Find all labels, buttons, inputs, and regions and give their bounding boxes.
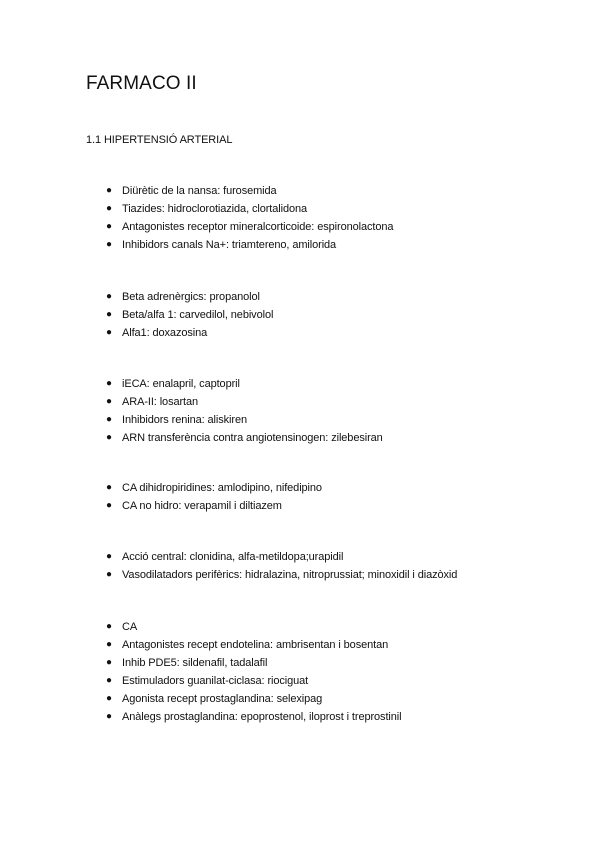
page-title: FARMACO II	[86, 73, 197, 94]
bullet-icon: ●	[106, 657, 112, 668]
bullet-icon: ●	[106, 639, 112, 650]
drug-group-central-vasodilators	[0, 548, 457, 584]
drug-group-diuretics	[0, 182, 393, 254]
list-item: ● ARA-II: losartan	[0, 393, 383, 411]
list-item: ● CA dihidropiridines: amlodipino, nifedipino	[0, 479, 322, 497]
bullet-icon: ●	[106, 185, 112, 196]
bullet-icon: ●	[106, 551, 112, 562]
bullet-icon: ●	[106, 693, 112, 704]
bullet-icon: ●	[106, 221, 112, 232]
drug-group-adrenergic	[0, 288, 273, 342]
list-item: ● Vasodilatadors perifèrics: hidralazina, nitroprussiat; minoxidil i diazòxid	[0, 566, 457, 584]
list-item: ● Anàlegs prostaglandina: epoprostenol, iloprost i treprostinil	[0, 708, 401, 726]
list-item: ● Diürètic de la nansa: furosemida	[0, 182, 393, 200]
drug-group-pulmonary-hypertension	[0, 618, 401, 726]
bullet-icon: ●	[106, 378, 112, 389]
list-item: ● Beta adrenèrgics: propanolol	[0, 288, 273, 306]
section-heading: 1.1 HIPERTENSIÓ ARTERIAL	[86, 134, 233, 146]
bullet-icon: ●	[106, 482, 112, 493]
list-item: ● Inhibidors canals Na+: triamtereno, amilorida	[0, 236, 393, 254]
bullet-icon: ●	[106, 621, 112, 632]
list-item: ● Inhibidors renina: aliskiren	[0, 411, 383, 429]
bullet-icon: ●	[106, 309, 112, 320]
bullet-icon: ●	[106, 432, 112, 443]
bullet-icon: ●	[106, 414, 112, 425]
bullet-icon: ●	[106, 500, 112, 511]
list-item: ● Estimuladors guanilat-ciclasa: riociguat	[0, 672, 401, 690]
bullet-icon: ●	[106, 675, 112, 686]
list-item: ● Tiazides: hidroclorotiazida, clortalidona	[0, 200, 393, 218]
list-item: ● CA	[0, 618, 401, 636]
list-item: ● ARN transferència contra angiotensinogen: zilebesiran	[0, 429, 383, 447]
bullet-icon: ●	[106, 711, 112, 722]
list-item: ● Acció central: clonidina, alfa-metildopa;urapidil	[0, 548, 457, 566]
bullet-icon: ●	[106, 203, 112, 214]
list-item: ● Inhib PDE5: sildenafil, tadalafil	[0, 654, 401, 672]
list-item: ● CA no hidro: verapamil i diltiazem	[0, 497, 322, 515]
drug-group-calcium-antagonists	[0, 479, 322, 515]
list-item: ● Agonista recept prostaglandina: selexipag	[0, 690, 401, 708]
list-item: ● iECA: enalapril, captopril	[0, 375, 383, 393]
list-item: ● Alfa1: doxazosina	[0, 324, 273, 342]
list-item: ● Antagonistes receptor mineralcorticoide: espironolactona	[0, 218, 393, 236]
bullet-icon: ●	[106, 327, 112, 338]
list-item: ● Antagonistes recept endotelina: ambrisentan i bosentan	[0, 636, 401, 654]
drug-group-raas	[0, 375, 383, 447]
bullet-icon: ●	[106, 396, 112, 407]
bullet-icon: ●	[106, 569, 112, 580]
bullet-icon: ●	[106, 291, 112, 302]
list-item: ● Beta/alfa 1: carvedilol, nebivolol	[0, 306, 273, 324]
bullet-icon: ●	[106, 239, 112, 250]
